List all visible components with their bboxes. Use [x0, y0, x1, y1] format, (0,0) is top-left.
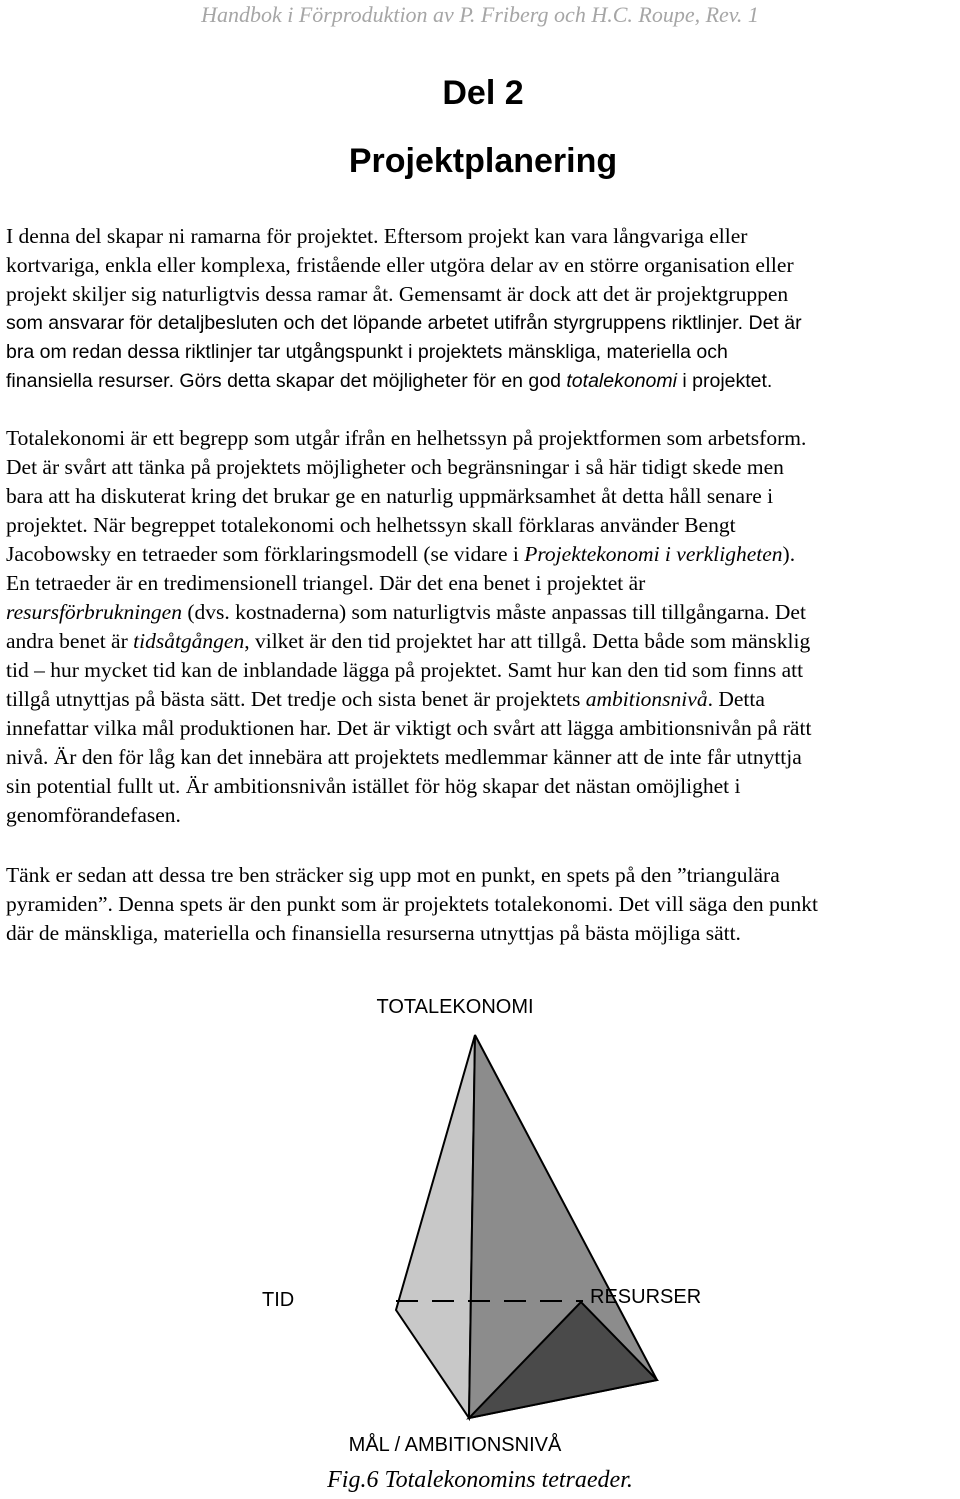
text-line: finansiella resurser. Görs detta skapar det möjligheter för en god totalekonomi i projektet.	[6, 370, 773, 392]
text-line: genomförandefasen.	[6, 803, 181, 827]
part-title: Del 2	[442, 74, 524, 112]
text-line: som ansvarar för detaljbesluten och det löpande arbetet utifrån styrgruppens riktlinjer. Det är	[6, 312, 802, 334]
text-line: tillgå utnyttjas på bästa sätt. Det tredje och sista benet är projektets ambitionsnivå. Detta	[6, 687, 765, 711]
label-mal-ambitionsniva: MÅL / AMBITIONSNIVÅ	[348, 1434, 562, 1456]
text-line: nivå. Är den för låg kan det innebära att projektets medlemmar känner att de inte får utnyttja	[6, 745, 802, 769]
text-line: bra om redan dessa riktlinjer tar utgångspunkt i projektets mänskliga, materiella och	[6, 341, 728, 363]
emphasis: totalekonomi	[566, 370, 677, 392]
emphasis: ambitionsnivå	[585, 687, 708, 711]
text-line: Tänk er sedan att dessa tre ben sträcker sig upp mot en punkt, en spets på den ”triangulära	[6, 863, 780, 887]
text-line: I denna del skapar ni ramarna för projektet. Eftersom projekt kan vara långvariga eller	[6, 224, 748, 248]
paragraph-2	[6, 424, 960, 830]
label-resurser: RESURSER	[590, 1286, 702, 1308]
text-line: där de mänskliga, materiella och finansiella resurserna utnyttjas på bästa möjliga sätt.	[6, 921, 741, 945]
text-line: andra benet är tidsåtgången, vilket är den tid projektet har att tillgå. Detta både som mänsklig	[6, 629, 811, 653]
text-line: tid – hur mycket tid kan de inblandade lägga på projektet. Samt hur kan den tid som finns att	[6, 658, 804, 682]
text-line: sin potential fullt ut. Är ambitionsnivån istället för hög skapar det nästan omöjlighet i	[6, 774, 741, 798]
text-line: innefattar vilka mål produktionen har. Det är viktigt och svårt att lägga ambitionsnivån på rätt	[6, 716, 812, 740]
figure-caption: Fig.6 Totalekonomins tetraeder.	[327, 1467, 633, 1493]
paragraph-1	[6, 222, 960, 396]
label-tid: TID	[262, 1289, 295, 1311]
paragraph-3	[6, 861, 960, 948]
tetrahedron-figure	[0, 985, 960, 1465]
running-header: Handbok i Förproduktion av P. Friberg och H.C. Roupe, Rev. 1	[201, 2, 759, 27]
section-title: Projektplanering	[348, 142, 618, 180]
text-line: pyramiden”. Denna spets är den punkt som är projektets totalekonomi. Det vill säga den punkt	[6, 892, 819, 916]
emphasis: Projektekonomi i verkligheten	[524, 542, 783, 566]
text-line: projekt skiljer sig naturligtvis dessa ramar åt. Gemensamt är dock att det är projektgruppen	[6, 282, 789, 306]
text-line: En tetraeder är en tredimensionell triangel. Där det ena benet i projektet är	[6, 571, 646, 595]
text-line: kortvariga, enkla eller komplexa, fristående eller utgöra delar av en större organisation eller	[6, 253, 794, 277]
text-line: Jacobowsky en tetraeder som förklaringsmodell (se vidare i Projektekonomi i verkligheten).	[6, 542, 796, 566]
label-totalekonomi: TOTALEKONOMI	[376, 996, 534, 1018]
text-line: projektet. När begreppet totalekonomi och helhetssyn skall förklaras använder Bengt	[6, 513, 736, 537]
emphasis: resursförbrukningen	[6, 600, 182, 624]
text-line: Det är svårt att tänka på projektets möjligheter och begränsningar i så här tidigt skede men	[6, 455, 784, 479]
text-line: Totalekonomi är ett begrepp som utgår ifrån en helhetssyn på projektformen som arbetsform.	[6, 426, 807, 450]
text-line: bara att ha diskuterat kring det brukar ge en naturlig uppmärksamhet åt detta håll senare i	[6, 484, 774, 508]
text-line: resursförbrukningen (dvs. kostnaderna) som naturligtvis måste anpassas till tillgångarna. Det	[6, 600, 806, 624]
tetrahedron-face-tid	[396, 1035, 475, 1418]
emphasis: tidsåtgången	[133, 629, 245, 653]
